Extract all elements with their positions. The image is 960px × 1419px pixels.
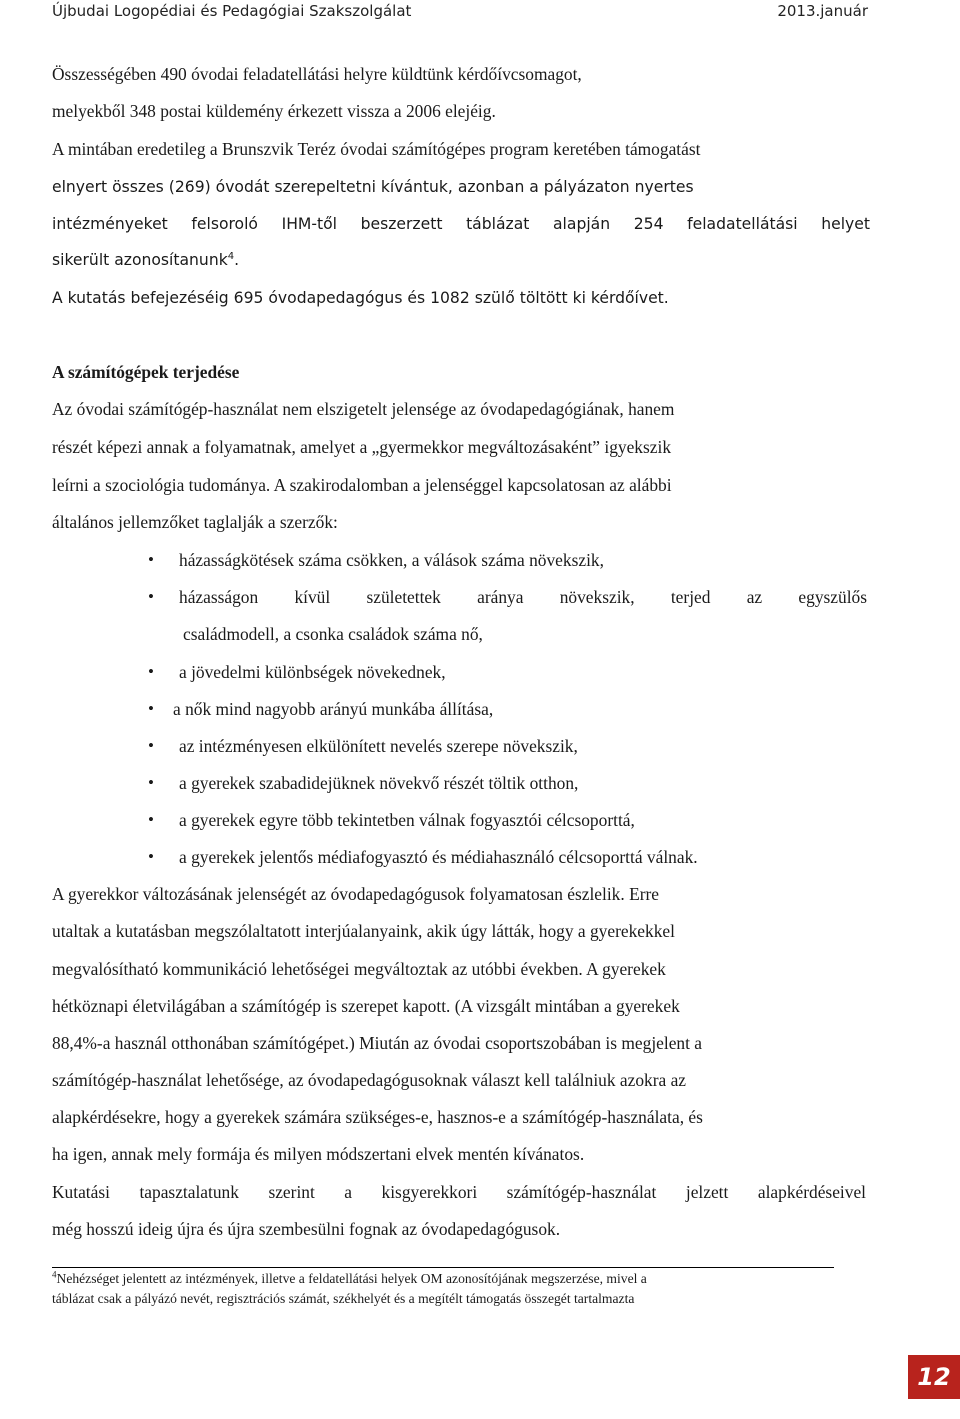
section-line-4: általános jellemzőket taglalják a szerzők: <box>52 512 338 532</box>
footnote-number: 4 <box>52 1269 57 1280</box>
footnote-text-1: Nehézséget jelentett az intézmények, illetve a feldatellátási helyek OM azonosítójának megszerzése, mivel a <box>56 1271 647 1286</box>
body-line-5: 88,4%-a használ otthonában számítógépet.) Miután az óvodai csoportszobában is megjelent a <box>52 1033 703 1053</box>
list-item: az intézményesen elkülönített nevelés szerepe növekszik, <box>179 736 578 756</box>
list-item: házasságon kívül születettek aránya növekszik, terjed az egyszülős <box>179 587 867 607</box>
bullet-icon: • <box>148 847 154 866</box>
footnote-line-1 <box>52 1271 647 1287</box>
bullet-icon: • <box>148 736 154 755</box>
bullet-icon: • <box>148 587 154 606</box>
page-number: 12 <box>908 1355 960 1399</box>
bullet-icon: • <box>148 810 154 829</box>
list-item: a jövedelmi különbségek növekednek, <box>179 662 446 682</box>
section-line-1: Az óvodai számítógép-használat nem elszigetelt jelensége az óvodapedagógiának, hanem <box>52 399 675 419</box>
body-line-7: alapkérdésekre, hogy a gyerekek számára szükséges-e, hasznos-e a számítógép-használata, és <box>52 1107 703 1127</box>
footnote-ref: 4 <box>227 250 235 262</box>
body-line-1: A gyerekkor változásának jelenségét az óvodapedagógusok folyamatosan észlelik. Erre <box>52 884 659 904</box>
body-line-8: ha igen, annak mely formája és milyen módszertani elvek mentén kívánatos. <box>52 1144 585 1164</box>
bullet-icon: • <box>148 662 154 681</box>
intro-line-6-text: sikerült azonosítanunk <box>52 251 228 269</box>
list-item: a gyerekek jelentős médiafogyasztó és médiahasználó célcsoporttá válnak. <box>179 847 698 867</box>
intro-line-1: Összességében 490 óvodai feladatellátási helyre küldtünk kérdőívcsomagot, <box>52 64 582 84</box>
footnote-divider <box>52 1267 834 1268</box>
section-heading: A számítógépek terjedése <box>52 362 240 382</box>
list-item: a nők mind nagyobb arányú munkába állítása, <box>173 699 494 719</box>
section-line-3: leírni a szociológia tudománya. A szakirodalomban a jelenséggel kapcsolatosan az alábbi <box>52 475 672 495</box>
list-item: a gyerekek szabadidejüknek növekvő részét töltik otthon, <box>179 773 579 793</box>
intro-line-4: elnyert összes (269) óvodát szerepeltetni kívántuk, azonban a pályázaton nyertes <box>52 178 694 196</box>
body-line-9: Kutatási tapasztalatunk szerint a kisgyerekkori számítógép-használat jelzett alapkérdéseivel <box>52 1182 866 1202</box>
page-header <box>0 0 960 28</box>
intro-line-2: melyekből 348 postai küldemény érkezett vissza a 2006 elejéig. <box>52 101 496 121</box>
body-line-6: számítógép-használat lehetősége, az óvodapedagógusoknak választ kell találniuk azokra az <box>52 1070 687 1090</box>
list-item: a gyerekek egyre több tekintetben válnak fogyasztói célcsoporttá, <box>179 810 635 830</box>
intro-line-5: intézményeket felsoroló IHM-től beszerzett táblázat alapján 254 feladatellátási helyet <box>52 215 870 233</box>
bullet-icon: • <box>148 773 154 792</box>
header-date: 2013.január <box>777 2 868 20</box>
section-line-2: részét képezi annak a folyamatnak, amelyet a „gyermekkor megváltozásaként” igyekszik <box>52 437 672 457</box>
footnote-line-2: táblázat csak a pályázó nevét, regisztrációs számát, székhelyét és a megítélt támogatás összegét tartalmazta <box>52 1291 635 1306</box>
header-institution: Újbudai Logopédiai és Pedagógiai Szakszolgálat <box>52 2 412 20</box>
body-line-4: hétköznapi életvilágában a számítógép is szerepet kapott. (A vizsgált mintában a gyerekek <box>52 996 680 1016</box>
intro-line-7: A kutatás befejezéséig 695 óvodapedagógus és 1082 szülő töltött ki kérdőívet. <box>52 289 669 307</box>
body-line-10: még hosszú ideig újra és újra szembesülni fognak az óvodapedagógusok. <box>52 1219 561 1239</box>
bullet-icon: • <box>148 699 154 718</box>
list-item: házasságkötések száma csökken, a válások száma növekszik, <box>179 550 604 570</box>
intro-line-6-end: . <box>234 251 240 269</box>
intro-line-6 <box>52 249 870 271</box>
body-line-3: megvalósítható kommunikáció lehetőségei megváltoztak az utóbbi években. A gyerekek <box>52 959 666 979</box>
bullet-icon: • <box>148 550 154 569</box>
intro-line-3: A mintában eredetileg a Brunszvik Teréz óvodai számítógépes program keretében támogatást <box>52 139 701 159</box>
body-line-2: utaltak a kutatásban megszólaltatott interjúalanyaink, akik úgy látták, hogy a gyerekekkel <box>52 921 675 941</box>
list-item-continuation: családmodell, a csonka családok száma nő, <box>183 624 483 644</box>
